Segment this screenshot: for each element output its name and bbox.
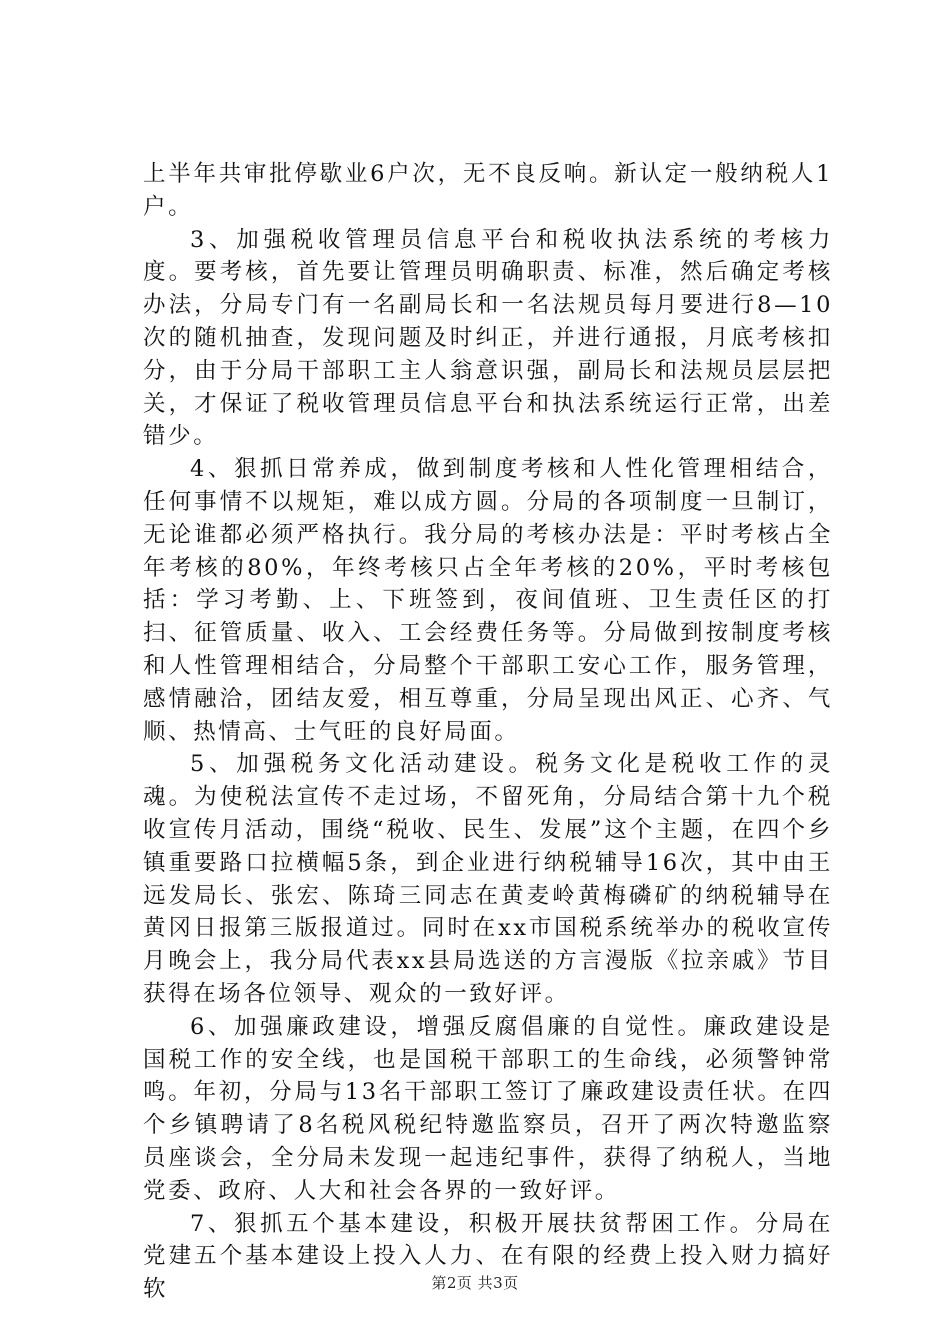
document-body (143, 158, 833, 1306)
paragraph-item-6: 6、加强廉政建设，增强反腐倡廉的自觉性。廉政建设是国税工作的安全线，也是国税干部职工的生命线，必须警钟常鸣。年初，分局与13名干部职工签订了廉政建设责任状。在四个乡镇聘请了8名税风税纪特邀监察员，召开了两次特邀监察员座谈会，全分局未发现一起违纪事件，获得了纳税人，当地党委、政府、人大和社会各界的一致好评。 (143, 1013, 833, 1204)
paragraph-item-4: 4、狠抓日常养成，做到制度考核和人性化管理相结合，任何事情不以规矩，难以成方圆。分局的各项制度一旦制订，无论谁都必须严格执行。我分局的考核办法是：平时考核占全年考核的80%，年终考核只占全年考核的20%，平时考核包括：学习考勤、上、下班签到，夜间值班、卫生责任区的打扫、征管质量、收入、工会经费任务等。分局做到按制度考核和人性管理相结合，分局整个干部职工安心工作，服务管理，感情融洽，团结友爱，相互尊重，分局呈现出风正、心齐、气顺、热情高、士气旺的良好局面。 (143, 456, 833, 745)
page-number-footer: 第2页 共3页 (431, 1274, 519, 1292)
paragraph-item-7: 7、狠抓五个基本建设，积极开展扶贫帮困工作。分局在党建五个基本建设上投入人力、在有限的经费上投入财力搞好软 (143, 1210, 833, 1303)
paragraph-continuation: 上半年共审批停歇业6户次，无不良反响。新认定一般纳税人1户。 (143, 161, 833, 220)
paragraph-item-5: 5、加强税务文化活动建设。税务文化是税收工作的灵魂。为使税法宣传不走过场，不留死角，分局结合第十九个税收宣传月活动，围绕“税收、民生、发展”这个主题，在四个乡镇重要路口拉横幅5条，到企业进行纳税辅导16次，其中由王远发局长、张宏、陈琦三同志在黄麦岭黄梅磷矿的纳税辅导在黄冈日报第三版报道过。同时在xx市国税系统举办的税收宣传月晚会上，我分局代表xx县局选送的方言漫版《拉亲戚》节目获得在场各位领导、观众的一致好评。 (143, 751, 833, 1007)
paragraph-item-3: 3、加强税收管理员信息平台和税收执法系统的考核力度。要考核，首先要让管理员明确职责、标准，然后确定考核办法，分局专门有一名副局长和一名法规员每月要进行8—10次的随机抽查，发现问题及时纠正，并进行通报，月底考核扣分，由于分局干部职工主人翁意识强，副局长和法规员层层把关，才保证了税收管理员信息平台和执法系统运行正常，出差错少。 (143, 226, 833, 450)
